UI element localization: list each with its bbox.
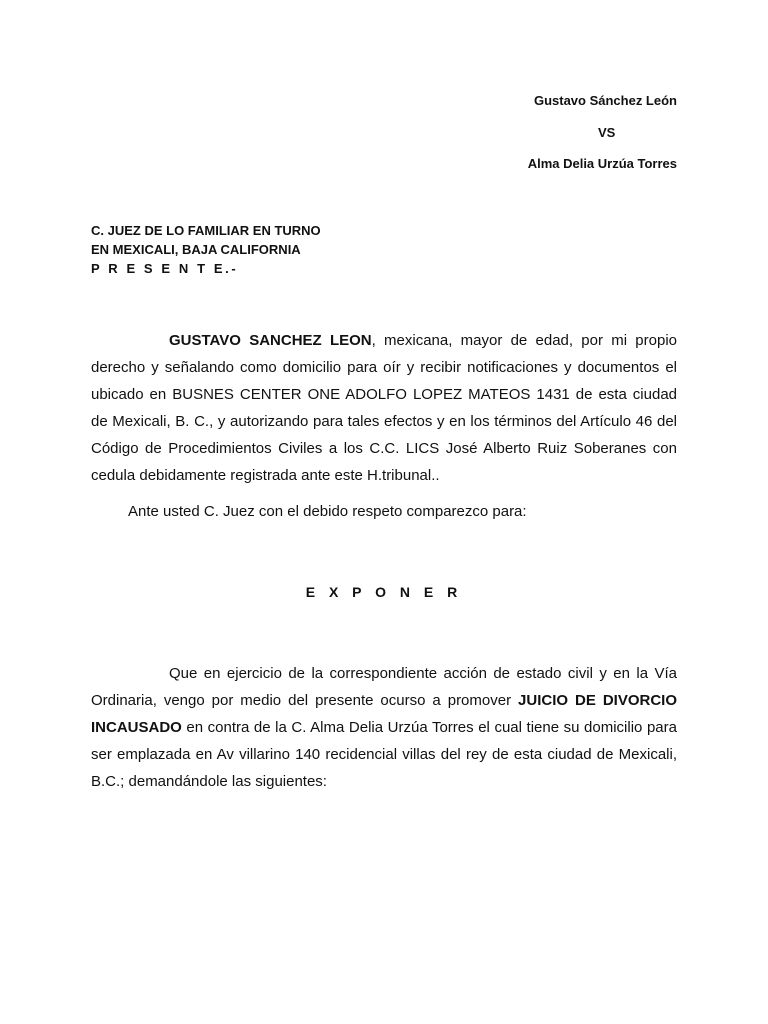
appearance-paragraph: Ante usted C. Juez con el debido respeto comparezco para: xyxy=(128,503,527,520)
body-text-after: en contra de la C. Alma Delia Urzúa Torres el cual tiene su domicilio para ser emplazada en Av villarino 140 recidencial villas del rey de esta ciudad de Mexicali, B.C.; demandándole las siguientes: xyxy=(91,719,677,790)
caption-versus: VS xyxy=(598,125,616,140)
body-text-before: Que en ejercicio de la correspondiente acción de estado civil y en la Vía Ordinaria, vengo por medio del presente ocurso a promover xyxy=(91,665,677,709)
body-bold-term: JUICIO DE DIVORCIO INCAUSADO xyxy=(91,692,677,736)
caption-defendant: Alma Delia Urzúa Torres xyxy=(527,156,677,171)
addressee-line-present: P R E S E N T E.- xyxy=(91,261,239,276)
addressee-line-judge: C. JUEZ DE LO FAMILIAR EN TURNO xyxy=(91,223,321,238)
addressee-line-location: EN MEXICALI, BAJA CALIFORNIA xyxy=(91,242,301,257)
intro-paragraph xyxy=(91,327,677,489)
intro-text: , mexicana, mayor de edad, por mi propio derecho y señalando como domicilio para oír y recibir notificaciones y documentos el ubicado en BUSNES CENTER ONE ADOLFO LOPEZ MATEOS 1431 de esta ciudad de Mexicali, B. C., y autorizando para tales efectos y en los términos del Artículo 46 del Código de Procedimientos Civiles a los C.C. LICS José Alberto Ruiz Soberanes con cedula debidamente registrada ante este H.tribunal.. xyxy=(91,332,678,484)
intro-name: GUSTAVO SANCHEZ LEON xyxy=(169,332,372,349)
body-paragraph xyxy=(91,660,677,795)
addressee-block xyxy=(91,221,321,278)
caption-plaintiff: Gustavo Sánchez León xyxy=(533,93,677,108)
section-heading: E X P O N E R xyxy=(305,584,463,600)
